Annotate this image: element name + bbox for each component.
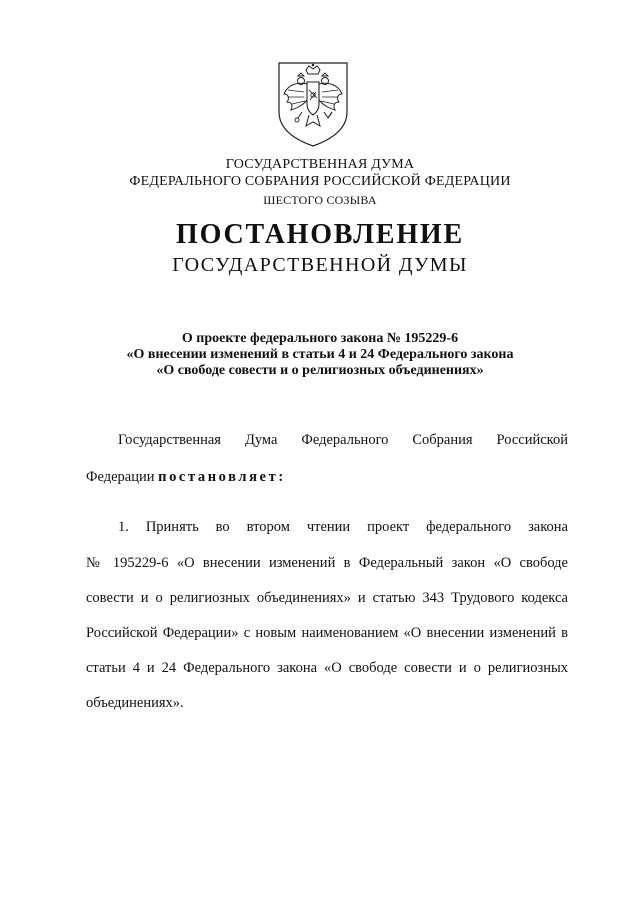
item1-line-4: Российской Федерации» с новым наименованием «О внесении изменений в: [86, 625, 568, 641]
item1-line-2: № 195229-6 «О внесении изменений в Федеральный закон «О свободе: [86, 555, 568, 571]
subject-line-1: О проекте федерального закона № 195229-6: [181, 331, 459, 346]
preamble-line-2: [86, 468, 568, 486]
document-title: ПОСТАНОВЛЕНИЕ: [176, 219, 464, 250]
subject-line-3: «О свободе совести и о религиозных объединениях»: [156, 363, 484, 378]
item1-line-1: 1. Принять во втором чтении проект федерального закона: [118, 519, 568, 535]
subject-line-2: «О внесении изменений в статьи 4 и 24 Федерального закона: [126, 347, 514, 362]
organization-line-1: ГОСУДАРСТВЕННАЯ ДУМА: [225, 157, 415, 172]
preamble-line-1: Государственная Дума Федерального Собрания Российской: [118, 432, 568, 448]
preamble-text: Федерации: [86, 469, 159, 485]
organization-line-3: ШЕСТОГО СОЗЫВА: [263, 193, 377, 207]
organization-line-2: ФЕДЕРАЛЬНОГО СОБРАНИЯ РОССИЙСКОЙ ФЕДЕРАЦИИ: [129, 174, 511, 189]
coat-of-arms-icon: [276, 60, 350, 148]
item1-line-3: совести и о религиозных объединениях» и статью 343 Трудового кодекса: [86, 590, 568, 606]
item1-line-5: статьи 4 и 24 Федерального закона «О свободе совести и о религиозных: [86, 660, 568, 676]
document-subtitle: ГОСУДАРСТВЕННОЙ ДУМЫ: [172, 254, 468, 276]
resolution-verb: постановляет:: [158, 469, 286, 485]
item1-line-6: объединениях».: [86, 695, 184, 711]
